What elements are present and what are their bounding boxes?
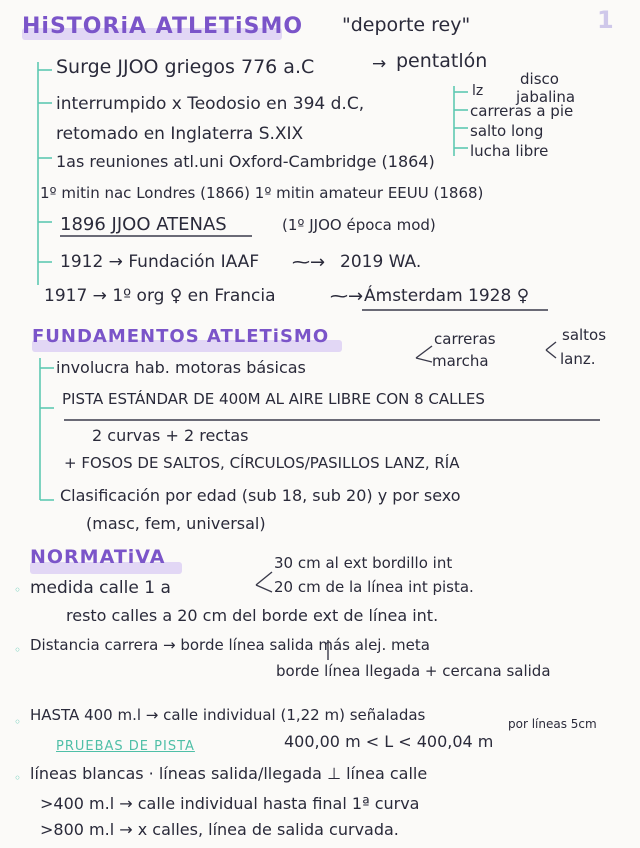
historia-quote: "deporte rey" [342,14,471,36]
historia-line-8a: 1917 → 1º org ♀ en Francia [44,286,276,306]
wave-arrow: ⁓→ [292,252,326,273]
normativa-line-4: borde línea llegada + cercana salida [276,662,551,680]
normativa-line-1a: medida calle 1 a [30,578,171,598]
normativa-line-3: Distancia carrera → borde línea salida más alej. meta [30,636,430,654]
normativa-line-1b: 30 cm al ext bordillo int [274,554,453,572]
wave-arrow-2: ⁓→ [330,286,364,307]
historia-title: HiSTORiA ATLETiSMO [22,14,304,39]
normativa-line-1c: 20 cm de la línea int pista. [274,578,474,596]
saltos-label: saltos [562,326,607,344]
normativa-line-2: resto calles a 20 cm del borde ext de línea int. [66,606,439,625]
historia-line-7b: 2019 WA. [340,252,422,272]
fundamentos-line-6: (masc, fem, universal) [86,514,266,533]
historia-line-8b: Ámsterdam 1928 ♀ [364,286,530,306]
pruebas-label: PRUEBAS DE PISTA [56,739,195,754]
historia-line-3: retomado en Inglaterra S.XIX [56,124,304,144]
fundamentos-line-4: + FOSOS DE SALTOS, CÍRCULOS/PASILLOS LANZ, RÍA [64,454,460,472]
disco-label: disco [520,70,559,88]
lz-label: lz [472,83,484,99]
fundamentos-title: FUNDAMENTOS ATLETiSMO [32,326,330,347]
normativa-line-7: líneas blancas · líneas salida/llegada ⊥ línea calle [30,764,428,783]
pentathlon-label: pentatlón [396,50,488,72]
bullet: ◦ [14,715,22,729]
fundamentos-line-3: 2 curvas + 2 rectas [92,426,249,445]
historia-line-6b: (1º JJOO época mod) [282,216,436,234]
historia-line-2: interrumpido x Teodosio en 394 d.C, [56,94,365,114]
historia-line-6a: 1896 JJOO ATENAS [60,214,227,235]
normativa-line-8: >400 m.l → calle individual hasta final 1ª curva [40,794,420,813]
normativa-title: NORMATiVA [30,546,166,568]
bullet: ◦ [14,771,22,785]
carreras-label: carreras a pie [470,102,574,120]
carreras-label-2: carreras [434,330,496,348]
normativa-line-5a: HASTA 400 m.l → calle individual (1,22 m) señaladas [30,706,426,724]
normativa-line-5b: por líneas 5cm [508,717,597,731]
page-number: 1 [597,6,614,34]
lanz-label: lanz. [560,350,596,368]
historia-line-7a: 1912 → Fundación IAAF [60,252,260,272]
fundamentos-line-5: Clasificación por edad (sub 18, sub 20) y por sexo [60,486,461,505]
historia-line-5: 1º mitin nac Londres (1866) 1º mitin amateur EEUU (1868) [40,184,484,202]
normativa-line-9: >800 m.l → x calles, línea de salida curvada. [40,820,399,839]
pentathlon-arrow: → [372,54,387,74]
fundamentos-line-2: PISTA ESTÁNDAR DE 400M AL AIRE LIBRE CON 8 CALLES [62,390,485,408]
bullet: ◦ [14,643,22,657]
salto-long-label: salto long [470,122,544,140]
normativa-line-6: 400,00 m < L < 400,04 m [284,732,494,751]
lucha-libre-label: lucha libre [470,142,549,160]
bullet: ◦ [14,583,22,597]
marcha-label: marcha [432,352,489,370]
jabalina-label: jabalina [516,88,576,106]
fundamentos-line-1: involucra hab. motoras básicas [56,358,306,377]
historia-line-1: Surge JJOO griegos 776 a.C [56,56,315,78]
historia-line-4: 1as reuniones atl.uni Oxford-Cambridge (1864) [56,152,435,171]
